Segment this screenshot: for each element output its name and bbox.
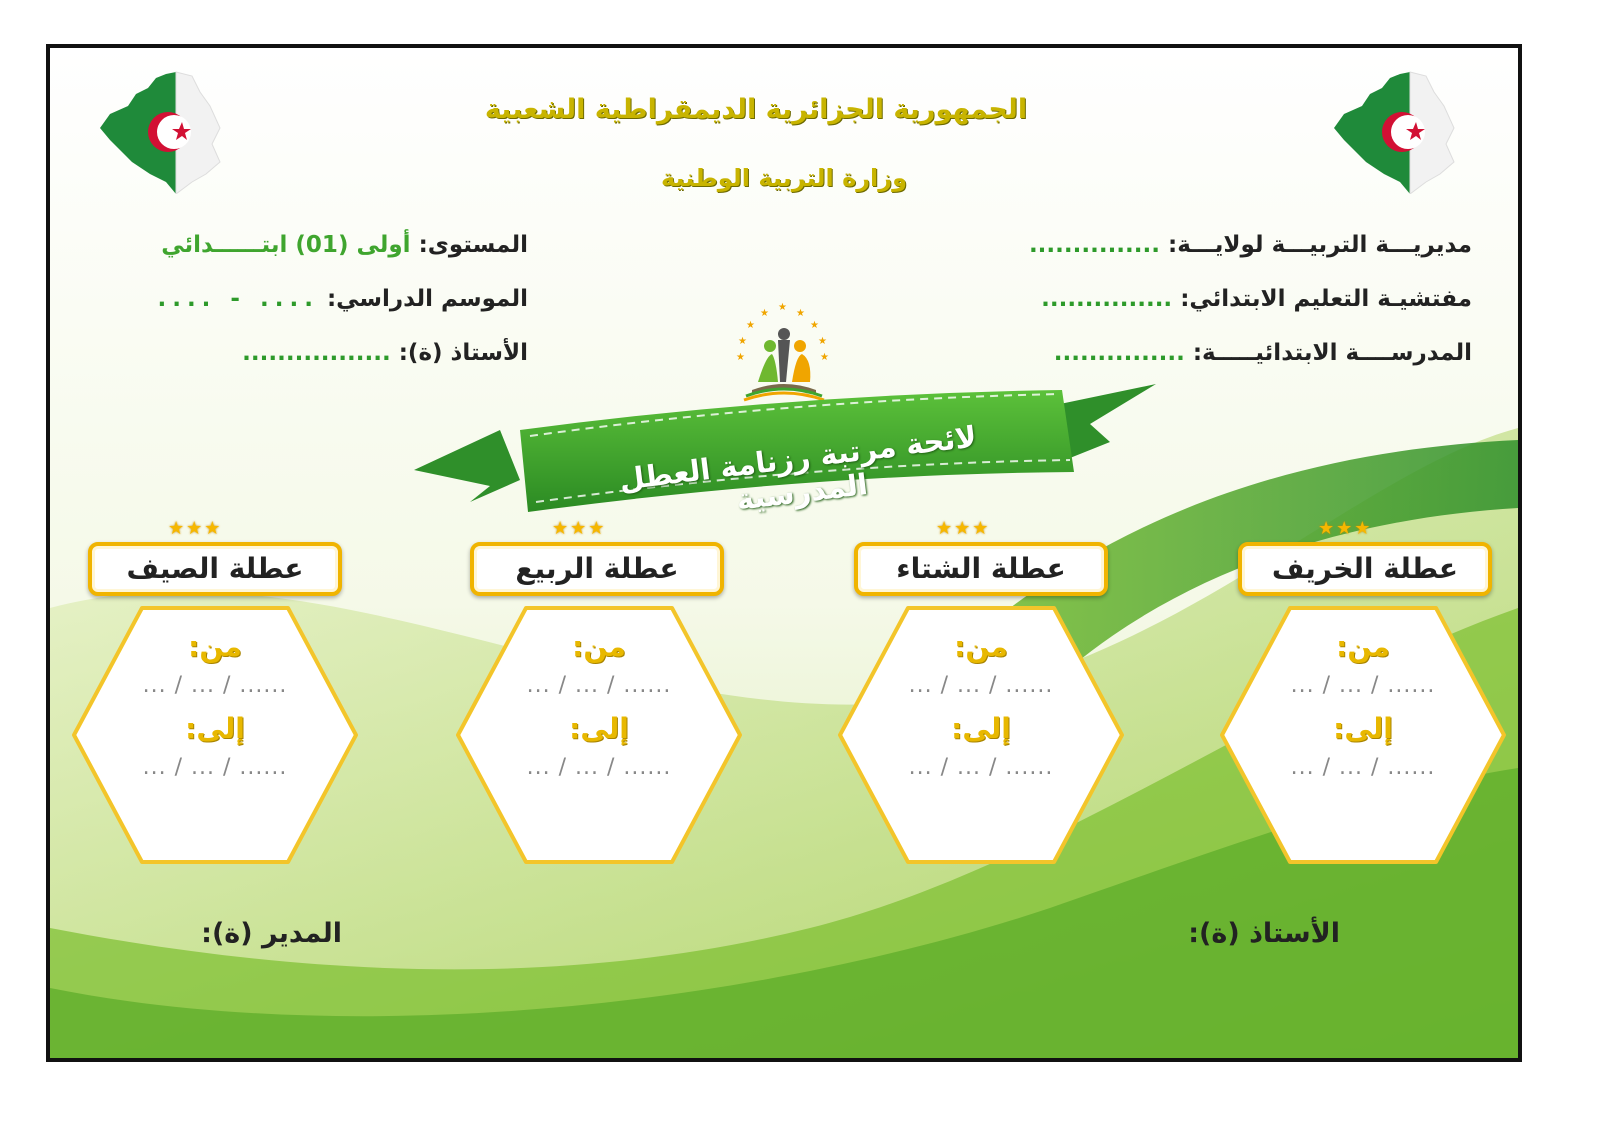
director-signature: المدير (ة):: [201, 918, 342, 949]
inspection-field[interactable]: ...............: [1041, 286, 1173, 312]
svg-text:★: ★: [818, 336, 827, 347]
to-label: إلى:: [1333, 712, 1393, 745]
ministry-title: وزارة التربية الوطنية: [660, 164, 908, 192]
season-row: [157, 286, 528, 312]
inspection-row: [1041, 286, 1472, 312]
svg-text:★: ★: [796, 308, 805, 319]
svg-text:★: ★: [778, 302, 787, 313]
school-row: [1054, 340, 1472, 366]
from-label: من:: [954, 630, 1008, 663]
inspection-label: مفتشيـة التعليم الابتدائي:: [1180, 286, 1472, 312]
holiday-dates-summer: [70, 630, 360, 794]
stars-icon: ★★★: [168, 518, 223, 539]
document-frame: [46, 44, 1522, 1062]
holiday-title-autumn: عطلة الخريف: [1238, 542, 1492, 596]
republic-title: الجمهورية الجزائرية الديمقراطية الشعبية: [484, 94, 1028, 125]
from-date-field[interactable]: ... / ... / ......: [1290, 673, 1436, 698]
holiday-dates-autumn: [1218, 630, 1508, 794]
to-label: إلى:: [951, 712, 1011, 745]
from-label: من:: [1336, 630, 1390, 663]
teacher-label: الأستاذ (ة):: [398, 340, 528, 366]
from-date-field[interactable]: ... / ... / ......: [908, 673, 1054, 698]
stars-icon: ★★★: [1318, 518, 1373, 539]
to-date-field[interactable]: ... / ... / ......: [142, 755, 288, 780]
from-label: من:: [572, 630, 626, 663]
from-date-field[interactable]: ... / ... / ......: [526, 673, 672, 698]
ribbon-title: لائحة مرتبة رزنامة العطل المدرسية: [617, 419, 979, 517]
teacher-row: [242, 340, 528, 366]
level-row: [161, 232, 528, 258]
svg-text:★: ★: [746, 320, 755, 331]
season-field[interactable]: .... - ....: [157, 286, 319, 312]
from-label: من:: [188, 630, 242, 663]
svg-text:★: ★: [810, 320, 819, 331]
level-label: المستوى:: [418, 232, 528, 258]
holiday-title-summer: عطلة الصيف: [88, 542, 342, 596]
holiday-title-winter: عطلة الشتاء: [854, 542, 1108, 596]
stars-icon: ★★★: [936, 518, 991, 539]
holiday-dates-spring: [454, 630, 744, 794]
directorate-field[interactable]: ...............: [1028, 232, 1160, 258]
season-label: الموسم الدراسي:: [326, 286, 528, 312]
directorate-row: [1029, 232, 1472, 258]
to-label: إلى:: [569, 712, 629, 745]
holiday-dates-winter: [836, 630, 1126, 794]
directorate-label: مديريـــة التربيـــة لولايـــة:: [1168, 232, 1472, 258]
school-label: المدرســــة الابتدائيـــــة:: [1192, 340, 1472, 366]
teacher-field[interactable]: .................: [242, 340, 391, 366]
stars-icon: ★★★: [552, 518, 607, 539]
from-date-field[interactable]: ... / ... / ......: [142, 673, 288, 698]
svg-text:★: ★: [736, 352, 745, 363]
svg-text:★: ★: [820, 352, 829, 363]
teacher-signature: الأستاذ (ة):: [1188, 918, 1340, 949]
to-label: إلى:: [185, 712, 245, 745]
holiday-title-spring: عطلة الربيع: [470, 542, 724, 596]
school-field[interactable]: ...............: [1053, 340, 1185, 366]
level-value: أولى (01) ابتــــــدائي: [161, 232, 411, 258]
to-date-field[interactable]: ... / ... / ......: [526, 755, 672, 780]
svg-text:★: ★: [760, 308, 769, 319]
to-date-field[interactable]: ... / ... / ......: [1290, 755, 1436, 780]
svg-text:★: ★: [738, 336, 747, 347]
to-date-field[interactable]: ... / ... / ......: [908, 755, 1054, 780]
